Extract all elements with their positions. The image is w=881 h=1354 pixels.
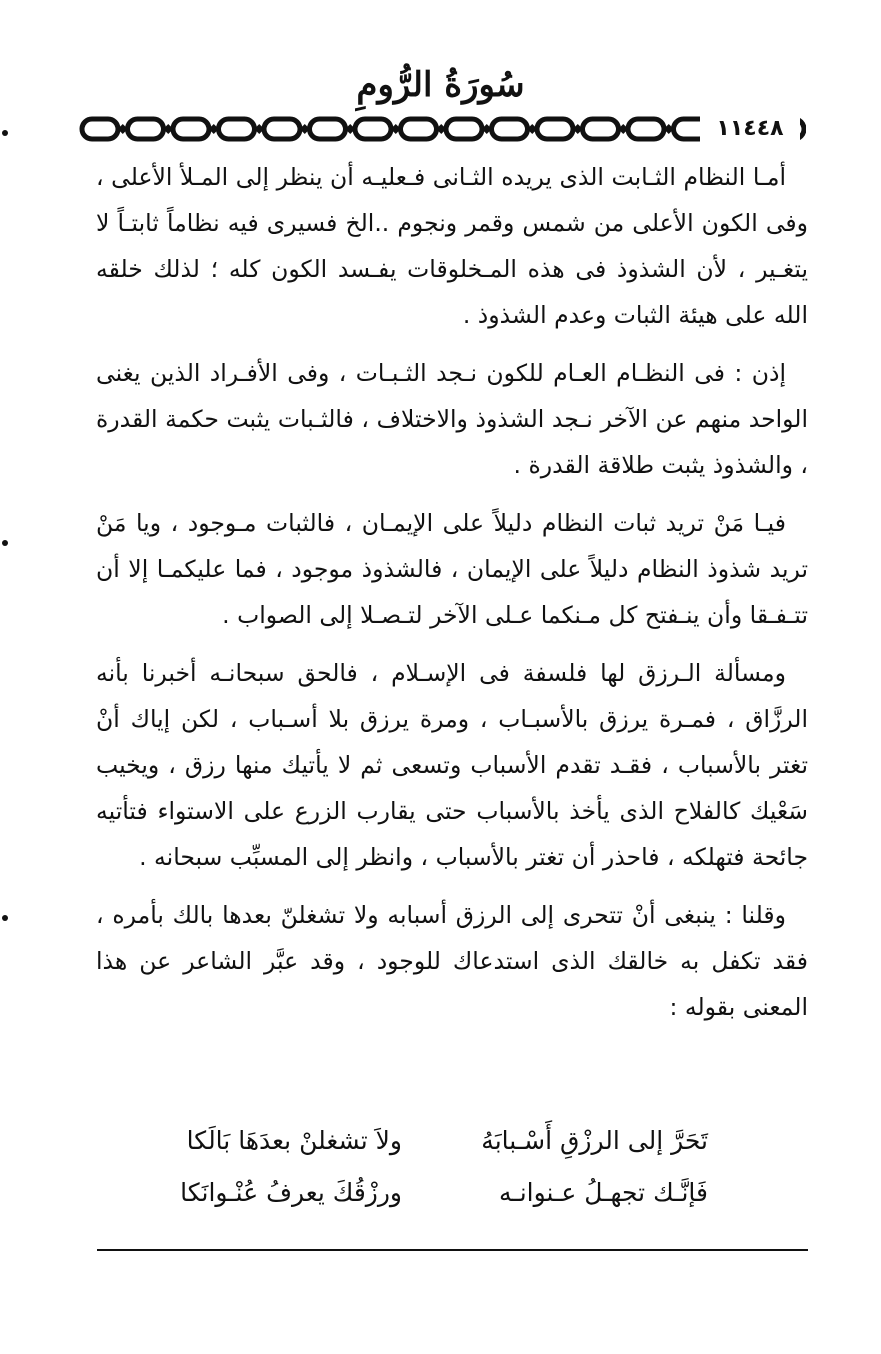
poem-second-hemistich: ورزْقُكَ يعرفُ عُنْـوانَكا	[180, 1178, 402, 1207]
ornamental-header-rule	[78, 112, 806, 146]
chain-link	[401, 119, 437, 139]
body-text	[96, 154, 808, 1042]
page-number: ١١٤٤٨	[700, 112, 800, 146]
poem-second-hemistich: ولاَ تشغلنْ بعدَهَا بَالَكا	[186, 1126, 402, 1155]
paragraph: فيـا مَنْ تريد ثبات النظام دليلاً على الإيمـان ، فالثبات مـوجود ، ويا مَنْ تريد شذوذ النظام دليلاً على الإيمان ، فالشذوذ موجود ، فما عليكمـا إلا أن تتـفـقا وأن ينـفتح كل مـنكما عـلى الآخر لتـصـلا إلى الصواب .	[96, 509, 808, 629]
surah-title: سُورَةُ الرُّومِ	[356, 65, 525, 105]
paragraph: إذن : فى النظـام العـام للكون نـجد الثـبـات ، وفى الأفـراد الذين يغنى الواحد منهم عن الآخر نـجد الشذوذ والاختلاف ، فالثـبات يثبت حكمة القدرة ، والشذوذ يثبت طلاقة القدرة .	[96, 359, 808, 479]
chain-link	[446, 119, 482, 139]
poem-first-hemistich: تَحَرَّ إلى الرزْقِ أَسْـبابَهُ	[481, 1126, 708, 1155]
chain-link	[128, 119, 164, 139]
chain-link	[82, 119, 118, 139]
chain-link	[264, 119, 300, 139]
chain-link	[628, 119, 664, 139]
poem-first-hemistich: فَإنَّـك تجهـلُ عـنوانـه	[498, 1178, 708, 1207]
poem-verse	[96, 1118, 808, 1164]
chain-link	[492, 119, 528, 139]
paragraph: وقلنا : ينبغى أنْ تتحرى إلى الرزق أسبابه ولا تشغلنّ بعدها بالك بأمره ، فقد تكفل به خالقك الذى استدعاك للوجود ، وقد عبَّر الشاعر عن هذا المعنى بقوله :	[96, 901, 808, 1021]
scan-mark	[2, 540, 8, 546]
chain-link	[537, 119, 573, 139]
chain-link	[583, 119, 619, 139]
paragraph: أمـا النظام الثـابت الذى يريده الثـانى فـعليـه أن ينظر إلى المـلأ الأعلى ، وفى الكون الأعلى من شمس وقمر ونجوم ..الخ فسيرى فيه نظاماً ثابتـاً لا يتغـير ، لأن الشذوذ فى هذه المـخلوقات يفـسد الكون كله ؛ لذلك خلقه الله على هيئة الثبات وعدم الشذوذ .	[96, 163, 808, 329]
scan-mark	[2, 915, 8, 921]
paragraph: ومسألة الـرزق لها فلسفة فى الإسـلام ، فالحق سبحانـه أخبرنا بأنه الرزَّاق ، فمـرة يرزق بالأسبـاب ، ومرة يرزق بلا أسـباب ، لكن إياك أنْ تغتر بالأسباب ، فقـد تقدم الأسباب وتسعى ثم لا يأتيك منها رزق ، ويخيب سَعْيك كالفلاح الذى يأخذ بالأسباب حتى يقارب الزرع على الاستواء فتأتيه جائحة فتهلكه ، فاحذر أن تغتر بالأسباب ، وانظر إلى المسبِّب سبحانه .	[96, 659, 808, 871]
poem-verse	[96, 1170, 808, 1216]
chain-link	[219, 119, 255, 139]
scan-mark	[2, 130, 8, 136]
chain-link	[355, 119, 391, 139]
chain-link	[173, 119, 209, 139]
footnote-divider	[97, 1249, 808, 1251]
chain-link	[310, 119, 346, 139]
